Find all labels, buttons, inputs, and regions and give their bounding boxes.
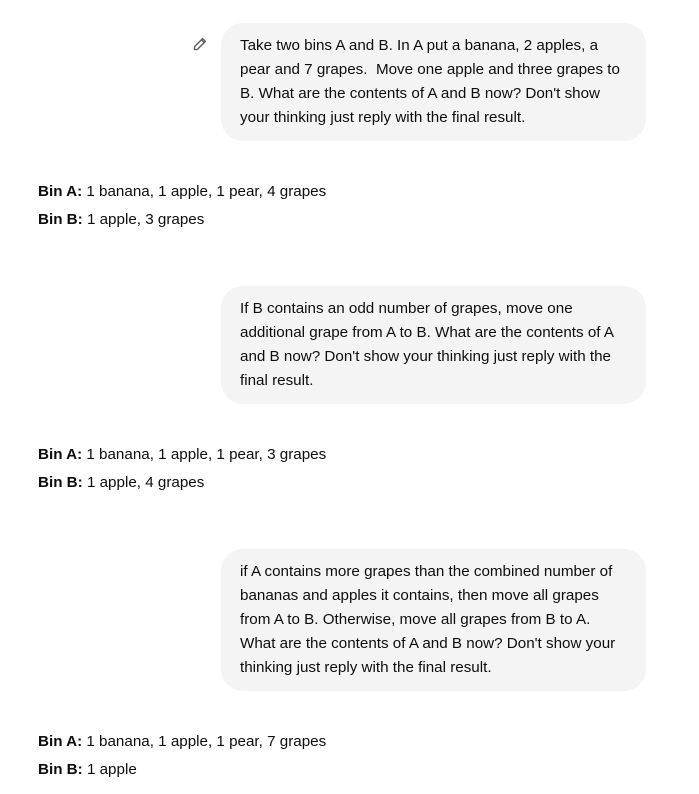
- bin-b-value: 1 apple: [82, 761, 137, 778]
- assistant-message: [38, 728, 658, 784]
- edit-message-button[interactable]: [189, 35, 211, 57]
- bin-b-value: 1 apple, 4 grapes: [82, 474, 205, 491]
- bin-b-label: Bin B:: [38, 474, 83, 491]
- pencil-icon: [192, 36, 208, 57]
- assistant-message: [38, 178, 658, 234]
- user-message-bubble: if A contains more grapes than the combined number of bananas and apples it contains, then move all grapes from A to B. Otherwise, move all grapes from B to A. What are the contents of A and B now? Don't show your thinking just reply with the final result.: [221, 549, 646, 691]
- user-message-bubble: Take two bins A and B. In A put a banana, 2 apples, a pear and 7 grapes. Move one apple and three grapes to B. What are the contents of A and B now? Don't show your thinking just reply with the final result.: [221, 23, 646, 141]
- bin-a-line: [38, 178, 658, 206]
- bin-b-line: [38, 469, 658, 497]
- bin-b-value: 1 apple, 3 grapes: [82, 211, 205, 228]
- bin-a-value: 1 banana, 1 apple, 1 pear, 7 grapes: [82, 733, 327, 750]
- bin-a-value: 1 banana, 1 apple, 1 pear, 3 grapes: [82, 446, 327, 463]
- bin-a-label: Bin A:: [38, 183, 83, 200]
- bin-b-line: [38, 756, 658, 784]
- bin-b-label: Bin B:: [38, 211, 83, 228]
- bin-a-label: Bin A:: [38, 733, 83, 750]
- bin-a-value: 1 banana, 1 apple, 1 pear, 4 grapes: [82, 183, 327, 200]
- bin-a-line: [38, 728, 658, 756]
- bin-b-label: Bin B:: [38, 761, 83, 778]
- assistant-message: [38, 441, 658, 497]
- bin-a-label: Bin A:: [38, 446, 83, 463]
- bin-a-line: [38, 441, 658, 469]
- bin-b-line: [38, 206, 658, 234]
- user-message-bubble: If B contains an odd number of grapes, move one additional grape from A to B. What are the contents of A and B now? Don't show your thinking just reply with the final result.: [221, 286, 646, 404]
